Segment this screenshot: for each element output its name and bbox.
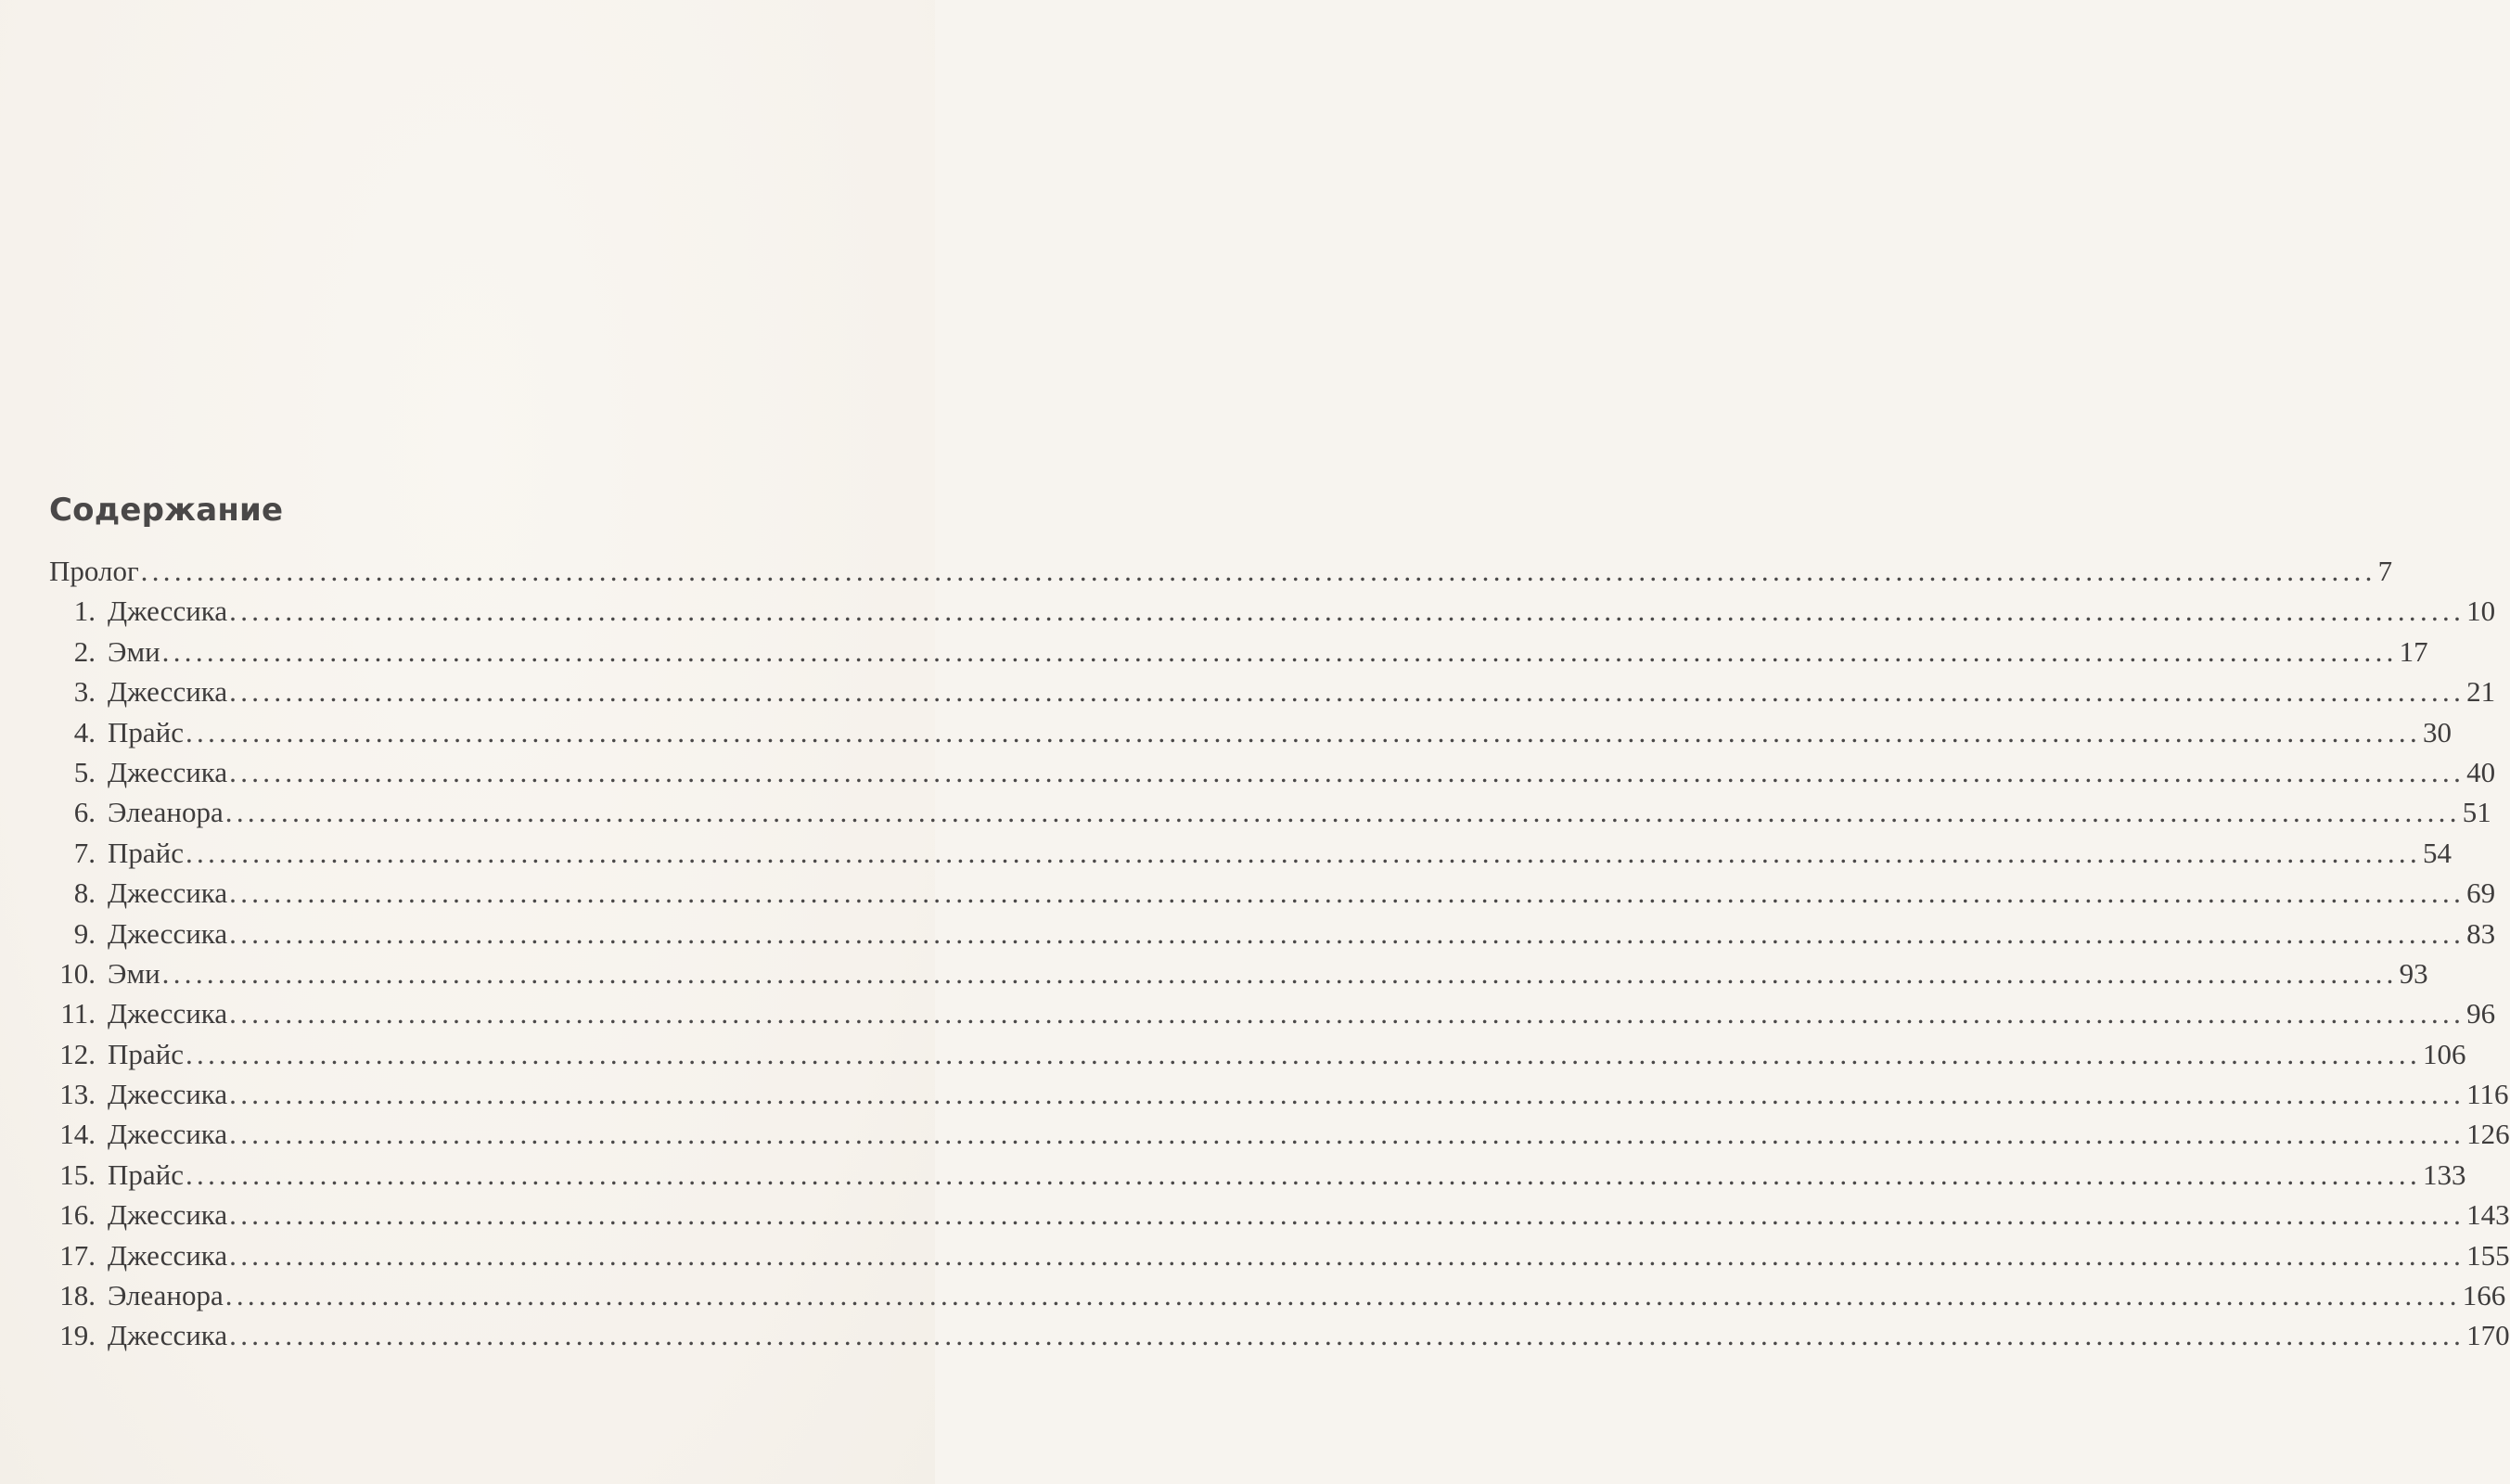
- toc-entry: [49, 555, 2393, 595]
- toc-dot-leader: ........................................................................................................................................................................................................: [186, 715, 2421, 748]
- toc-entry-label: Джессика: [108, 1078, 228, 1111]
- toc-entry-number: 18.: [59, 1279, 96, 1312]
- toc-entry-number: 3.: [73, 675, 96, 709]
- toc-title: Содержание: [49, 492, 284, 529]
- toc-dot-leader: ........................................................................................................................................................................................................: [229, 755, 2465, 788]
- toc-entry-page: 96: [2466, 997, 2496, 1030]
- toc-entry-label: Прайс: [108, 836, 184, 869]
- toc-entry-number: 2.: [73, 634, 96, 668]
- toc-entry: [49, 1118, 2510, 1158]
- toc-entry-label: Прайс: [108, 1158, 184, 1191]
- toc-entry: [49, 1037, 2466, 1078]
- toc-entry-page: 69: [2466, 876, 2496, 910]
- toc-entry: [49, 956, 2428, 997]
- toc-entry-page: 30: [2423, 715, 2452, 748]
- toc-entry-page: 133: [2423, 1158, 2466, 1191]
- toc-entry-label: Прайс: [108, 1037, 184, 1070]
- toc-entry-number: 4.: [73, 715, 96, 748]
- toc-entry: [49, 916, 2496, 957]
- toc-dot-leader: ........................................................................................................................................................................................................: [224, 1279, 2461, 1312]
- toc-entry: [49, 1238, 2510, 1279]
- toc-entry-page: 116: [2466, 1078, 2509, 1111]
- toc-entry-number: 7.: [73, 836, 96, 869]
- toc-entry-label: Джессика: [108, 1118, 228, 1151]
- toc-entry-number: 9.: [73, 916, 96, 950]
- toc-dot-leader: ........................................................................................................................................................................................................: [229, 1238, 2465, 1272]
- toc-entry-label: Эми: [108, 634, 160, 668]
- toc-entry-label: Элеанора: [108, 1279, 224, 1312]
- toc-entry-page: 21: [2466, 675, 2496, 709]
- toc-entry-page: 40: [2466, 755, 2496, 788]
- toc-dot-leader: ........................................................................................................................................................................................................: [229, 916, 2465, 950]
- toc-dot-leader: ........................................................................................................................................................................................................: [229, 595, 2465, 628]
- toc-entry: [49, 1279, 2506, 1319]
- toc-entry-number: 17.: [59, 1238, 96, 1272]
- toc-entry: [49, 876, 2496, 916]
- toc-entry-label: Джессика: [108, 997, 228, 1030]
- toc-entry-page: 10: [2466, 595, 2496, 628]
- toc-dot-leader: ........................................................................................................................................................................................................: [186, 1158, 2421, 1191]
- toc-entry-number: 15.: [59, 1158, 96, 1191]
- toc-dot-leader: ........................................................................................................................................................................................................: [229, 1118, 2465, 1151]
- toc-dot-leader: ........................................................................................................................................................................................................: [229, 1198, 2465, 1232]
- toc-entry: [49, 1158, 2466, 1198]
- toc-entry: [49, 715, 2452, 756]
- toc-entry: [49, 634, 2428, 675]
- toc-entry-label: Джессика: [108, 595, 228, 628]
- toc-dot-leader: ........................................................................................................................................................................................................: [186, 1037, 2421, 1070]
- toc-entry-number: 5.: [73, 755, 96, 788]
- toc-dot-leader: ........................................................................................................................................................................................................: [229, 876, 2465, 910]
- toc-entry-number: 6.: [73, 796, 96, 829]
- toc-entry-page: 54: [2423, 836, 2452, 869]
- toc-entry-number: 8.: [73, 876, 96, 910]
- toc-entry-page: 126: [2466, 1118, 2510, 1151]
- toc-dot-leader: ........................................................................................................................................................................................................: [161, 956, 2398, 990]
- toc-entry: [49, 1319, 2510, 1359]
- toc-entry: [49, 836, 2452, 876]
- toc-entry-number: 13.: [59, 1078, 96, 1111]
- toc-entry: [49, 796, 2491, 836]
- toc-entry-page: 17: [2399, 634, 2428, 668]
- toc-entry: [49, 755, 2496, 796]
- toc-dot-leader: ........................................................................................................................................................................................................: [186, 836, 2421, 869]
- toc-entry-number: 12.: [59, 1037, 96, 1070]
- toc-entry-label: Джессика: [108, 1319, 228, 1352]
- toc-entry: [49, 1198, 2510, 1238]
- toc-dot-leader: ........................................................................................................................................................................................................: [224, 796, 2461, 829]
- toc-entry-number: 16.: [59, 1198, 96, 1232]
- toc-entry-number: 19.: [59, 1319, 96, 1352]
- toc-dot-leader: ........................................................................................................................................................................................................: [229, 997, 2465, 1030]
- toc-entry-page: 155: [2466, 1238, 2510, 1272]
- toc-dot-leader: ........................................................................................................................................................................................................: [140, 555, 2376, 587]
- toc-entry-label: Элеанора: [108, 796, 224, 829]
- toc-entry-label: Джессика: [108, 1198, 228, 1232]
- toc-dot-leader: ........................................................................................................................................................................................................: [161, 634, 2398, 668]
- toc-entry-label: Джессика: [108, 755, 228, 788]
- toc-entry-number: 14.: [59, 1118, 96, 1151]
- toc-entry: [49, 595, 2496, 634]
- toc-dot-leader: ........................................................................................................................................................................................................: [229, 1078, 2465, 1111]
- toc-entry: [49, 675, 2496, 715]
- toc-entry-label: Джессика: [108, 675, 228, 709]
- toc-list: [49, 555, 2510, 1360]
- toc-entry-page: 106: [2423, 1037, 2466, 1070]
- toc-entry-page: 166: [2462, 1279, 2506, 1312]
- toc-entry-number: 1.: [73, 595, 96, 628]
- table-of-contents: [49, 492, 2510, 1360]
- toc-entry-label: Джессика: [108, 916, 228, 950]
- toc-entry-page: 7: [2377, 555, 2393, 587]
- toc-entry: [49, 1078, 2509, 1118]
- toc-entry-label: Джессика: [108, 876, 228, 910]
- toc-entry-label: Эми: [108, 956, 160, 990]
- toc-entry-page: 51: [2462, 796, 2491, 829]
- toc-entry-page: 83: [2466, 916, 2496, 950]
- toc-entry: [49, 997, 2496, 1037]
- toc-dot-leader: ........................................................................................................................................................................................................: [229, 1319, 2465, 1352]
- toc-entry-page: 170: [2466, 1319, 2510, 1352]
- toc-dot-leader: ........................................................................................................................................................................................................: [229, 675, 2465, 709]
- toc-entry-label: Прайс: [108, 715, 184, 748]
- toc-entry-page: 93: [2399, 956, 2428, 990]
- toc-entry-page: 143: [2466, 1198, 2510, 1232]
- toc-entry-label: Джессика: [108, 1238, 228, 1272]
- toc-entry-number: 10.: [59, 956, 96, 990]
- toc-entry-label: Пролог: [49, 555, 139, 587]
- toc-entry-number: 11.: [60, 997, 96, 1030]
